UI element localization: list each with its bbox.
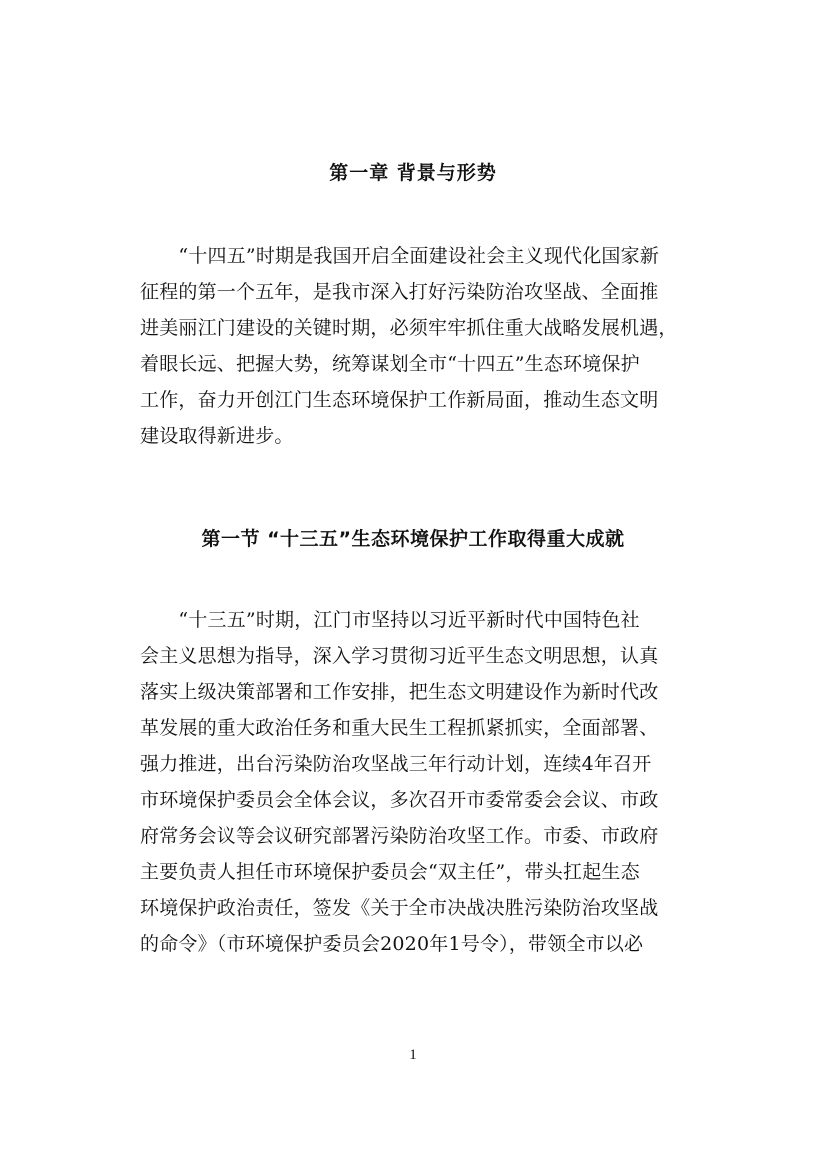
paragraph-line: 主要负责人担任市环境保护委员会“双主任”，带头扛起生态 (140, 861, 640, 883)
paragraph-line: 会主义思想为指导，深入学习贯彻习近平生态文明思想，认真 (140, 645, 659, 667)
paragraph-line: 革发展的重大政治任务和重大民生工程抓紧抓实，全面部署、 (140, 717, 659, 739)
paragraph-line: 征程的第一个五年，是我市深入打好污染防治攻坚战、全面推 (140, 281, 659, 303)
paragraph-line: 环境保护政治责任，签发《关于全市决战决胜污染防治攻坚战 (140, 897, 659, 919)
intro-paragraph (140, 238, 712, 454)
page-number: 1 (409, 1047, 417, 1063)
paragraph-line: 建设取得新进步。 (140, 425, 294, 447)
paragraph-line: 府常务会议等会议研究部署污染防治攻坚工作。市委、市政府 (140, 825, 659, 847)
paragraph-line: 着眼长远、把握大势，统筹谋划全市“十四五”生态环境保护 (140, 353, 640, 375)
paragraph-line: 的命令》（市环境保护委员会2020年1号令），带领全市以必 (140, 933, 644, 955)
paragraph-line: “十四五”时期是我国开启全面建设社会主义现代化国家新 (140, 245, 660, 267)
paragraph-line: 进美丽江门建设的关键时期，必须牢牢抓住重大战略发展机遇， (140, 317, 678, 339)
section-paragraph (140, 602, 712, 962)
paragraph-line: 市环境保护委员会全体会议，多次召开市委常委会会议、市政 (140, 789, 659, 811)
paragraph-line: 强力推进，出台污染防治攻坚战三年行动计划，连续4年召开 (140, 753, 652, 775)
chapter-title: 第一章 背景与形势 (329, 162, 497, 184)
paragraph-line: “十三五”时期，江门市坚持以习近平新时代中国特色社 (140, 609, 640, 631)
section-title: 第一节 “十三五”生态环境保护工作取得重大成就 (201, 528, 625, 550)
paragraph-line: 工作，奋力开创江门生态环境保护工作新局面，推动生态文明 (140, 389, 659, 411)
paragraph-line: 落实上级决策部署和工作安排，把生态文明建设作为新时代改 (140, 681, 659, 703)
